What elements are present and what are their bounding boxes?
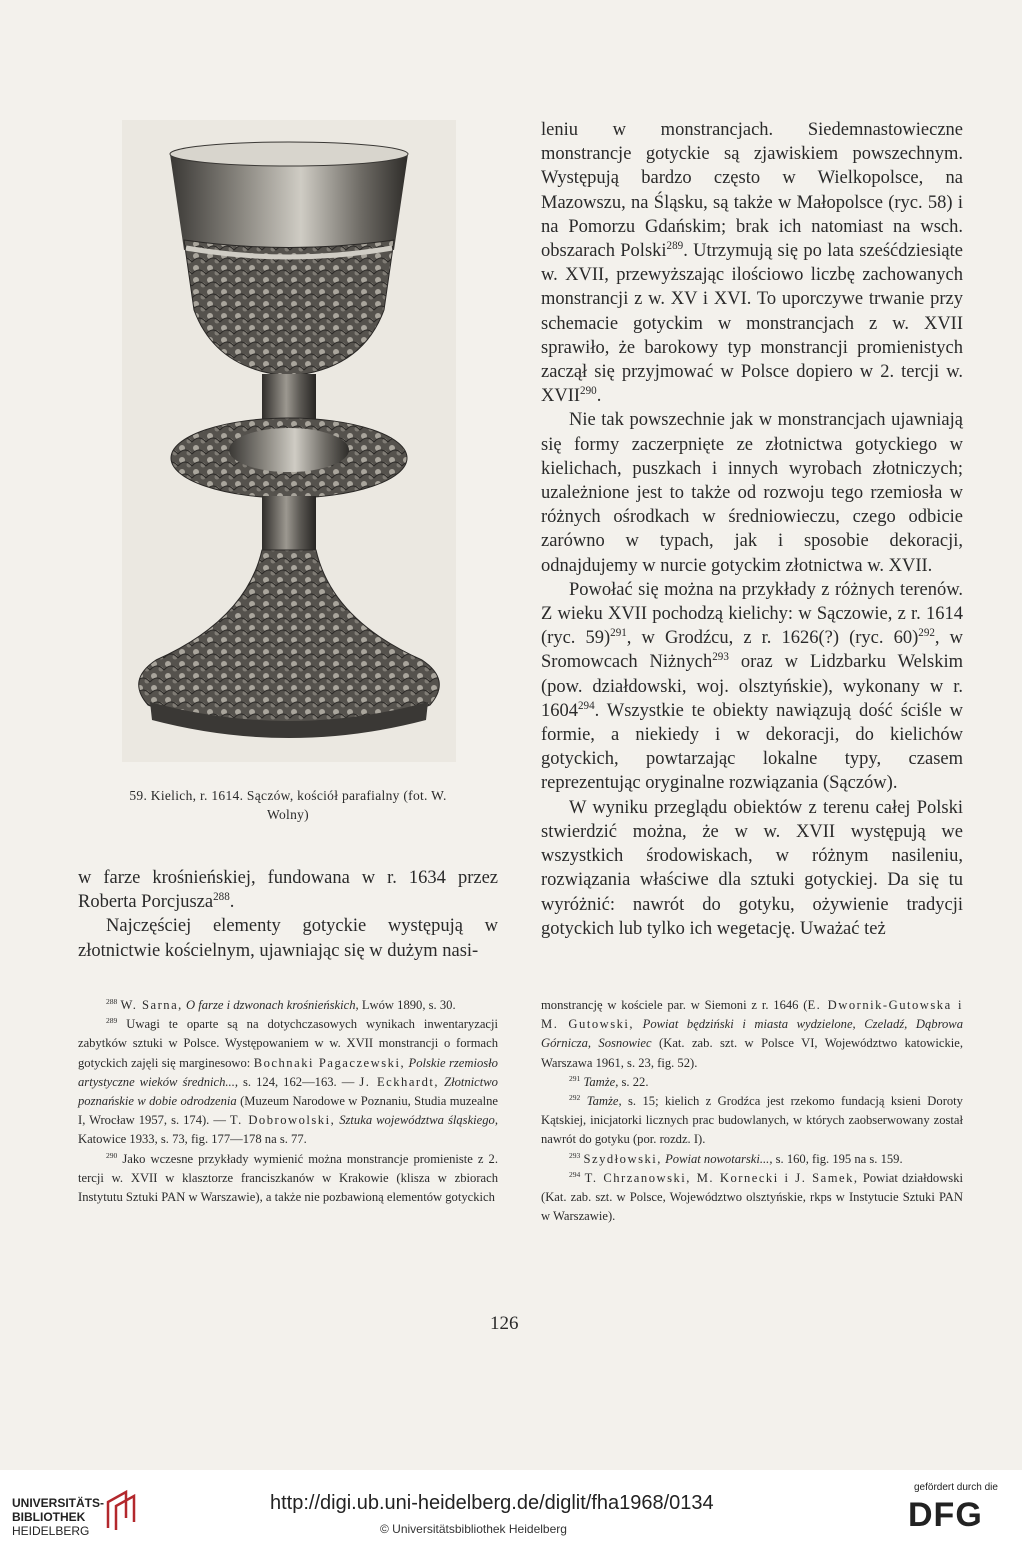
left-paragraph-2: Najczęściej elementy gotyckie występują w złotnictwie kościelnym, ujawniając się w dużym nasi- — [78, 916, 498, 961]
caption-line-1: 59. Kielich, r. 1614. Sączów, kościół parafialny (fot. W. — [129, 788, 447, 803]
caption-line-2: Wolny) — [267, 807, 309, 822]
dfg-logo: DFG — [908, 1496, 983, 1534]
page-number: 126 — [490, 1313, 519, 1334]
footnote-292: $^{292}$ Tamże, s. 15; kielich z Grodźca jest rzekomo fundacją ksieni Doroty Kątskiej, inicjatorki licznych prac budowlanych, w których zaobserwowany został nawrót do gotyku (por. rozdz. I). — [541, 1092, 963, 1147]
footnote-ref-289: 289 — [666, 239, 684, 252]
permalink-url[interactable]: http://digi.ub.uni-heidelberg.de/diglit/fha1968/0134 — [270, 1492, 714, 1514]
footnote-ref-290: 290 — [580, 385, 597, 398]
footnote-ref-293: 293 — [712, 651, 729, 664]
footnote-290-continued: monstrancję w kościele par. w Siemoni z r. 1646 (E. Dwornik-Gutowska i M. Gutowski, Powiat będziński i miasta wydzielone, Czeladź, Dąbrowa Górnicza, Sosnowiec (Kat. zab. szt. w Polsce VI, Województwo katowickie, Warszawa 1961, s. 23, fig. 52). — [541, 998, 963, 1070]
footnote-ref-288: 288 — [213, 891, 230, 904]
footnote-294: $^{294}$ T. Chrzanowski, M. Kornecki i J. Samek, Powiat działdowski (Kat. zab. szt. w Polsce, Województwo olsztyńskie, rkps w Instytucie Sztuki PAN w Warszawie). — [541, 1169, 963, 1224]
footnote-288: $^{288}$ W. Sarna, O farze i dzwonach krośnieńskich, Lwów 1890, s. 30. — [106, 996, 456, 1012]
chalice-photo — [122, 120, 456, 762]
footnote-290: $^{290}$ Jako wczesne przykłady wymienić można monstrancje promieniste z 2. tercji w. XVII w klasztorze franciszkanów w Krakowie (klisza w zbiorach Instytutu Sztuki PAN w Warszawie), a także nie pozbawioną elementów gotyckich — [78, 1150, 498, 1205]
footnote-ref-292: 292 — [918, 627, 935, 640]
library-logo-text: UNIVERSITÄTS- BIBLIOTHEK HEIDELBERG — [12, 1496, 105, 1538]
right-paragraph-2: Nie tak powszechnie jak w monstrancjach ujawniają się formy zaczerpnięte ze złotnictwa gotyckiego w kielichach, puszkach i innych wyrobach złotniczych; uzależnione jest to także od rozwoju tego rzemiosła w różnych ośrodkach w średniowieczu, czego odbicie zarówno w typach, jak i sposobie dekoracji, odnajdujemy w nurcie gotyckim złotnictwa w. XVII. — [541, 410, 963, 576]
copyright-text: © Universitätsbibliothek Heidelberg — [380, 1522, 567, 1536]
right-body-text — [541, 118, 963, 941]
footnote-291: $^{291}$ Tamże, s. 22. — [569, 1073, 649, 1089]
footnote-ref-294: 294 — [578, 699, 595, 712]
footnotes-left — [78, 996, 498, 1207]
right-paragraph-4: W wyniku przeglądu obiektów z terenu całej Polski stwierdzić można, że w w. XVII występują we wszystkich środowiskach, w różnym nasileniu, rozwiązania właściwe dla sztuki gotyckiej. Da się tu wyróżnić: nawrót do gotyku, ożywienie tradycji gotyckich lub tylko ich wegetację. Uważać też — [541, 797, 963, 939]
footnotes-right — [541, 996, 963, 1226]
footer-bar — [0, 1470, 1022, 1546]
figure-caption — [78, 786, 498, 824]
chalice-illustration — [122, 120, 456, 762]
library-logo-icon — [100, 1488, 144, 1532]
funding-label: gefördert durch die — [914, 1482, 998, 1493]
footnote-ref-291: 291 — [610, 627, 627, 640]
left-body-text — [78, 866, 498, 963]
footnote-293: $^{293}$ Szydłowski, Powiat nowotarski..., s. 160, fig. 195 na s. 159. — [569, 1150, 903, 1166]
left-paragraph-1: w farze krośnieńskiej, fundowana w r. 1634 przez Roberta Porcjusza$^{288}$. — [78, 868, 498, 913]
right-paragraph-1: leniu w monstrancjach. Siedemnastowieczne monstrancje gotyckie są zjawiskiem powszechnym. Występują bardzo często w Wielkopolsce, na Mazowszu, na Śląsku, są także w Małopolsce (ryc. 58) i na Pomorzu Gdańskim; brak ich natomiast na wsch. obszarach Polski$^{289}$. Utrzymują się po lata sześćdziesiąte w. XVII, przewyższając ilościowo liczbę zachowanych monstrancji z w. XV i XVI. To uporczywe trwanie przy schemacie gotyckim w monstrancjach z w. XVII sprawiło, że barokowy typ monstrancji promienistych zaczął się przyjmować w Polsce dopiero w 2. tercji w. XVII$^{290}$. — [541, 120, 963, 407]
right-paragraph-3: Powołać się można na przykłady z różnych terenów. Z wieku XVII pochodzą kielichy: w Sączowie, z r. 1614 (ryc. 59)$^{291}$, w Grodźcu, z r. 1626(?) (ryc. 60)$^{292}$, w Sromowcach Niżnych$^{293}$ oraz w Lidzbarku Welskim (pow. działdowski, woj. olsztyńskie), wykonany w r. 1604$^{294}$. Wszystkie te obiekty nawiązują dość ściśle w formie, a niekiedy i w dekoracji, do kielichów gotyckich, powtarzając lokalne typy, czasem reprezentując oryginalne rozwiązania (Sączów). — [541, 579, 963, 794]
footnote-289: $^{289}$ Uwagi te oparte są na dotychczasowych wynikach inwentaryzacji zabytków sztuki w Polsce. Występowaniem w w. XVII monstrancji o formach gotyckich zajęli się marginesowo: Bochnaki Pagaczewski, Polskie rzemiosło artystyczne wieków średnich..., s. 124, 162—163. — J. Eckhardt, Złotnictwo poznańskie w dobie odrodzenia (Muzeum Narodowe w Poznaniu, Studia muzealne I, Wrocław 1957, s. 174). — T. Dobrowolski, Sztuka województwa śląskiego, Katowice 1933, s. 73, fig. 177—178 na s. 77. — [78, 1016, 499, 1147]
